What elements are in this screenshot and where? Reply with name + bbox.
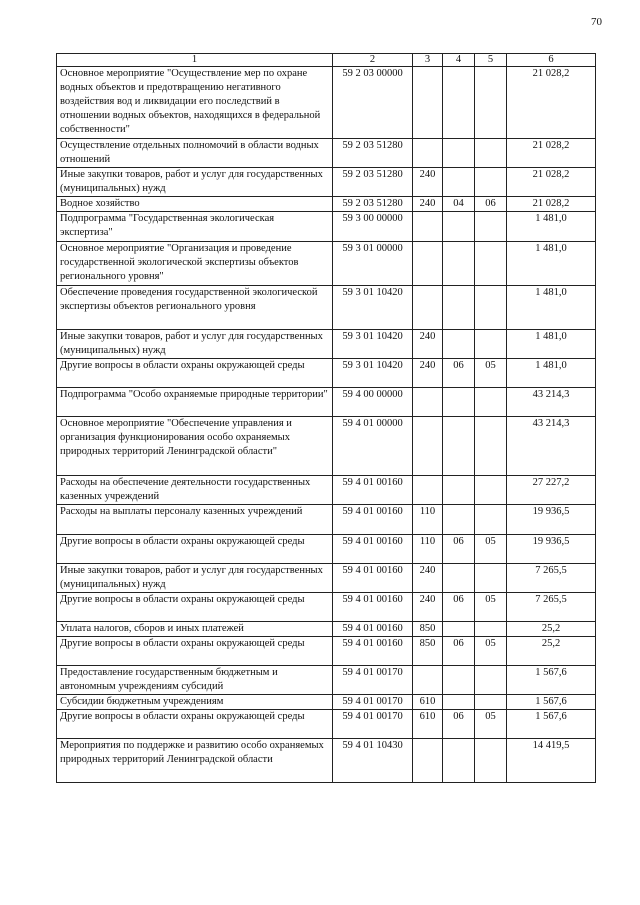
column-header: 3 <box>413 54 443 67</box>
row-subsection-cell: 05 <box>475 593 507 622</box>
row-amount-cell: 1 481,0 <box>507 330 596 359</box>
table-row <box>57 622 596 637</box>
row-amount-cell: 19 936,5 <box>507 535 596 564</box>
row-section-cell <box>443 388 475 417</box>
row-code-cell: 59 4 01 00170 <box>333 666 413 695</box>
row-section-cell <box>443 739 475 783</box>
row-amount-cell: 1 567,6 <box>507 695 596 710</box>
row-section-cell: 06 <box>443 535 475 564</box>
table-row <box>57 695 596 710</box>
row-subsection-cell <box>475 695 507 710</box>
row-subsection-cell: 05 <box>475 535 507 564</box>
row-expense-type-cell: 110 <box>413 535 443 564</box>
row-expense-type-cell: 240 <box>413 168 443 197</box>
row-name-cell: Осуществление отдельных полномочий в области водных отношений <box>57 139 333 168</box>
row-subsection-cell <box>475 666 507 695</box>
row-amount-cell: 1 481,0 <box>507 242 596 286</box>
table-row <box>57 593 596 622</box>
row-expense-type-cell: 610 <box>413 695 443 710</box>
row-section-cell <box>443 476 475 505</box>
row-amount-cell: 1 567,6 <box>507 710 596 739</box>
table-row <box>57 242 596 286</box>
row-name-cell: Субсидии бюджетным учреждениям <box>57 695 333 710</box>
row-amount-cell: 21 028,2 <box>507 67 596 139</box>
row-amount-cell: 1 567,6 <box>507 666 596 695</box>
row-expense-type-cell <box>413 242 443 286</box>
row-section-cell <box>443 695 475 710</box>
row-section-cell <box>443 417 475 476</box>
table-row <box>57 505 596 535</box>
row-subsection-cell <box>475 417 507 476</box>
row-name-cell: Другие вопросы в области охраны окружающей среды <box>57 593 333 622</box>
column-header: 4 <box>443 54 475 67</box>
row-section-cell <box>443 168 475 197</box>
row-subsection-cell <box>475 242 507 286</box>
row-expense-type-cell <box>413 666 443 695</box>
page-number: 70 <box>591 16 602 28</box>
row-name-cell: Расходы на обеспечение деятельности государственных казенных учреждений <box>57 476 333 505</box>
row-section-cell: 06 <box>443 593 475 622</box>
row-subsection-cell <box>475 212 507 242</box>
table-row <box>57 286 596 330</box>
row-name-cell: Основное мероприятие "Осуществление мер по охране водных объектов и предотвращению негативного воздействия вод и ликвидации его последствий в отношении водных объектов, находящихся в федеральной собственности" <box>57 67 333 139</box>
row-code-cell: 59 4 01 00160 <box>333 535 413 564</box>
row-name-cell: Другие вопросы в области охраны окружающей среды <box>57 637 333 666</box>
row-code-cell: 59 2 03 51280 <box>333 168 413 197</box>
table-row <box>57 476 596 505</box>
row-subsection-cell <box>475 139 507 168</box>
row-expense-type-cell: 240 <box>413 359 443 388</box>
row-expense-type-cell: 850 <box>413 622 443 637</box>
row-amount-cell: 21 028,2 <box>507 197 596 212</box>
row-expense-type-cell <box>413 212 443 242</box>
row-expense-type-cell <box>413 139 443 168</box>
table-row <box>57 67 596 139</box>
row-name-cell: Мероприятия по поддержке и развитию особо охраняемых природных территорий Ленинградской области <box>57 739 333 783</box>
row-section-cell: 06 <box>443 637 475 666</box>
column-header: 1 <box>57 54 333 67</box>
row-subsection-cell <box>475 286 507 330</box>
row-name-cell: Основное мероприятие "Обеспечение управления и организация функционирования особо охраняемых природных территорий Ленинградской области" <box>57 417 333 476</box>
row-code-cell: 59 2 03 51280 <box>333 139 413 168</box>
table-row <box>57 168 596 197</box>
row-code-cell: 59 2 03 00000 <box>333 67 413 139</box>
row-section-cell <box>443 666 475 695</box>
row-code-cell: 59 4 01 00160 <box>333 564 413 593</box>
row-amount-cell: 25,2 <box>507 622 596 637</box>
row-amount-cell: 21 028,2 <box>507 168 596 197</box>
row-code-cell: 59 4 01 00160 <box>333 637 413 666</box>
row-subsection-cell: 05 <box>475 359 507 388</box>
row-code-cell: 59 3 01 10420 <box>333 286 413 330</box>
row-name-cell: Иные закупки товаров, работ и услуг для государственных (муниципальных) нужд <box>57 564 333 593</box>
row-expense-type-cell: 240 <box>413 330 443 359</box>
row-code-cell: 59 3 01 10420 <box>333 330 413 359</box>
row-name-cell: Уплата налогов, сборов и иных платежей <box>57 622 333 637</box>
row-code-cell: 59 4 01 00160 <box>333 505 413 535</box>
table-row <box>57 139 596 168</box>
row-name-cell: Подпрограмма "Государственная экологическая экспертиза" <box>57 212 333 242</box>
row-section-cell <box>443 67 475 139</box>
row-subsection-cell <box>475 622 507 637</box>
table-row <box>57 666 596 695</box>
row-subsection-cell <box>475 330 507 359</box>
table-row <box>57 564 596 593</box>
budget-table <box>56 53 596 783</box>
row-subsection-cell: 05 <box>475 710 507 739</box>
row-section-cell: 06 <box>443 710 475 739</box>
row-name-cell: Предоставление государственным бюджетным и автономным учреждениям субсидий <box>57 666 333 695</box>
row-subsection-cell <box>475 476 507 505</box>
row-amount-cell: 1 481,0 <box>507 286 596 330</box>
row-name-cell: Обеспечение проведения государственной экологической экспертизы объектов регионального уровня <box>57 286 333 330</box>
row-name-cell: Иные закупки товаров, работ и услуг для государственных (муниципальных) нужд <box>57 168 333 197</box>
row-section-cell <box>443 212 475 242</box>
row-subsection-cell <box>475 739 507 783</box>
row-expense-type-cell: 240 <box>413 564 443 593</box>
row-name-cell: Водное хозяйство <box>57 197 333 212</box>
row-section-cell <box>443 564 475 593</box>
row-amount-cell: 1 481,0 <box>507 359 596 388</box>
row-expense-type-cell <box>413 286 443 330</box>
column-header: 2 <box>333 54 413 67</box>
row-code-cell: 59 4 01 00160 <box>333 593 413 622</box>
row-name-cell: Другие вопросы в области охраны окружающей среды <box>57 359 333 388</box>
row-code-cell: 59 4 00 00000 <box>333 388 413 417</box>
row-subsection-cell: 06 <box>475 197 507 212</box>
table-body <box>57 67 596 783</box>
table-row <box>57 359 596 388</box>
row-expense-type-cell <box>413 476 443 505</box>
row-subsection-cell <box>475 505 507 535</box>
row-amount-cell: 7 265,5 <box>507 593 596 622</box>
row-section-cell <box>443 505 475 535</box>
table-row <box>57 535 596 564</box>
row-subsection-cell <box>475 168 507 197</box>
table-header-row <box>57 54 596 67</box>
row-section-cell <box>443 330 475 359</box>
row-section-cell: 06 <box>443 359 475 388</box>
row-code-cell: 59 3 01 00000 <box>333 242 413 286</box>
row-expense-type-cell: 850 <box>413 637 443 666</box>
row-subsection-cell <box>475 564 507 593</box>
table-row <box>57 388 596 417</box>
table-row <box>57 637 596 666</box>
row-amount-cell: 14 419,5 <box>507 739 596 783</box>
row-expense-type-cell <box>413 388 443 417</box>
row-expense-type-cell <box>413 417 443 476</box>
row-expense-type-cell <box>413 739 443 783</box>
row-expense-type-cell: 240 <box>413 197 443 212</box>
row-subsection-cell <box>475 388 507 417</box>
table-row <box>57 417 596 476</box>
table-row <box>57 212 596 242</box>
row-name-cell: Другие вопросы в области охраны окружающей среды <box>57 710 333 739</box>
row-expense-type-cell: 610 <box>413 710 443 739</box>
column-header: 6 <box>507 54 596 67</box>
row-subsection-cell <box>475 67 507 139</box>
row-name-cell: Расходы на выплаты персоналу казенных учреждений <box>57 505 333 535</box>
row-code-cell: 59 3 00 00000 <box>333 212 413 242</box>
row-amount-cell: 21 028,2 <box>507 139 596 168</box>
row-section-cell <box>443 286 475 330</box>
row-code-cell: 59 4 01 00160 <box>333 476 413 505</box>
row-amount-cell: 43 214,3 <box>507 388 596 417</box>
table-row <box>57 197 596 212</box>
row-expense-type-cell: 110 <box>413 505 443 535</box>
row-amount-cell: 25,2 <box>507 637 596 666</box>
row-amount-cell: 27 227,2 <box>507 476 596 505</box>
row-code-cell: 59 2 03 51280 <box>333 197 413 212</box>
row-amount-cell: 1 481,0 <box>507 212 596 242</box>
row-code-cell: 59 4 01 00000 <box>333 417 413 476</box>
table-row <box>57 739 596 783</box>
row-section-cell: 04 <box>443 197 475 212</box>
row-expense-type-cell <box>413 67 443 139</box>
column-header: 5 <box>475 54 507 67</box>
row-code-cell: 59 4 01 00160 <box>333 622 413 637</box>
row-expense-type-cell: 240 <box>413 593 443 622</box>
row-section-cell <box>443 139 475 168</box>
row-section-cell <box>443 242 475 286</box>
row-code-cell: 59 4 01 00170 <box>333 710 413 739</box>
row-name-cell: Подпрограмма "Особо охраняемые природные территории" <box>57 388 333 417</box>
row-name-cell: Основное мероприятие "Организация и проведение государственной экологической экспертизы объектов регионального уровня" <box>57 242 333 286</box>
row-amount-cell: 43 214,3 <box>507 417 596 476</box>
table-row <box>57 330 596 359</box>
row-section-cell <box>443 622 475 637</box>
row-code-cell: 59 4 01 00170 <box>333 695 413 710</box>
table-row <box>57 710 596 739</box>
row-amount-cell: 7 265,5 <box>507 564 596 593</box>
row-name-cell: Иные закупки товаров, работ и услуг для государственных (муниципальных) нужд <box>57 330 333 359</box>
row-name-cell: Другие вопросы в области охраны окружающей среды <box>57 535 333 564</box>
row-amount-cell: 19 936,5 <box>507 505 596 535</box>
row-code-cell: 59 4 01 10430 <box>333 739 413 783</box>
row-subsection-cell: 05 <box>475 637 507 666</box>
row-code-cell: 59 3 01 10420 <box>333 359 413 388</box>
